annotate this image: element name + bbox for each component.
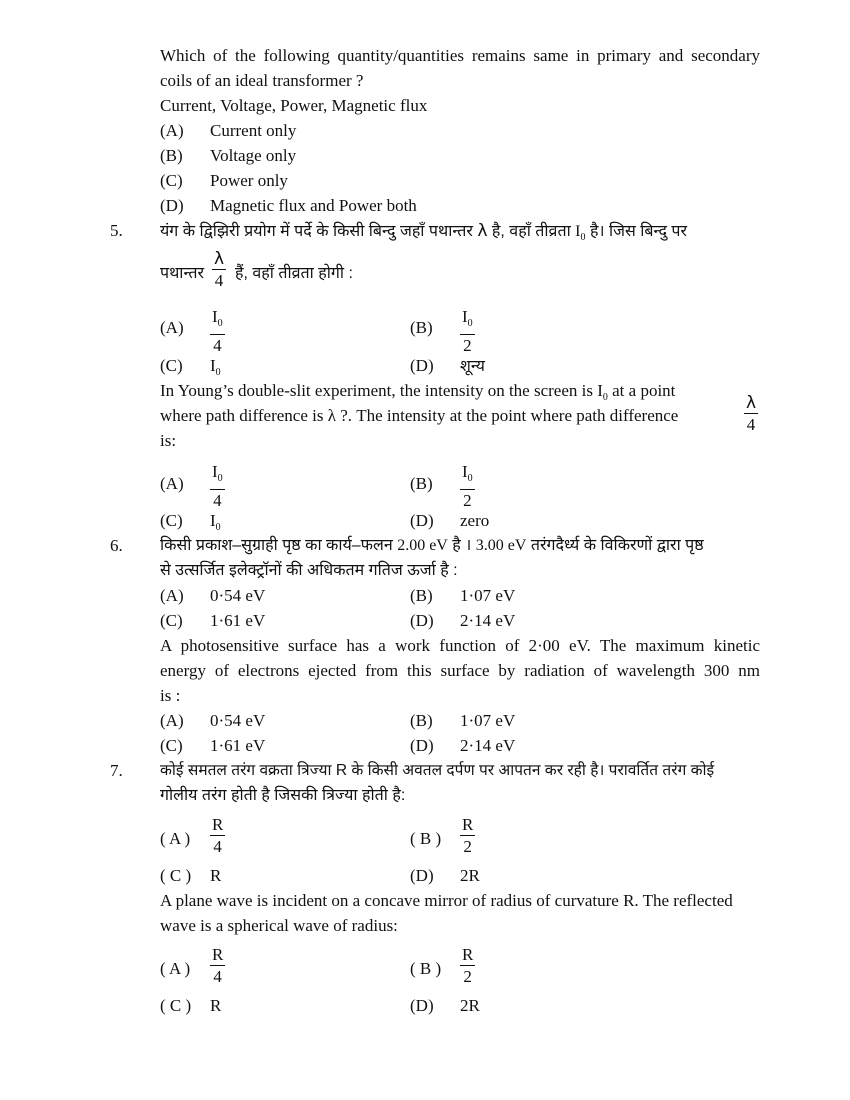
q4-option-c[interactable]: (C) Power only bbox=[160, 171, 288, 190]
q6-number: 6. bbox=[110, 536, 123, 555]
q5-english-line-2: where path difference is λ ?. The intensity at the point where path difference bbox=[160, 406, 679, 425]
q5-hi-option-c[interactable]: (C) $I_0$ bbox=[160, 356, 221, 378]
q7-hi-option-b-fraction: $\frac{R}{2}$ bbox=[462, 815, 474, 856]
q6-hindi-line-1: किसी प्रकाश–सुग्राही पृष्ठ का कार्य–फलन 2.00 eV है । 3.00 eV तरंगदैर्ध्य के विकिरणों द्वारा पृष्ठ bbox=[160, 537, 704, 554]
q6-hi-option-b[interactable]: (B) 1·07 eV bbox=[410, 586, 516, 605]
q5-en-option-d[interactable]: (D) zero bbox=[410, 511, 490, 530]
q7-hindi-line-1: कोई समतल तरंग वक्रता त्रिज्या R के किसी अवतल दर्पण पर आपतन कर रही है। परावर्तित तरंग कोई bbox=[160, 762, 715, 779]
q5-hindi-line-2-a: पथान्तर bbox=[160, 265, 205, 282]
q4-option-b[interactable]: (B) Voltage only bbox=[160, 146, 297, 165]
q7-en-option-d[interactable]: (D) 2R bbox=[410, 996, 480, 1015]
q5-number: 5. bbox=[110, 221, 123, 240]
q5-hi-option-d[interactable]: (D) शून्य bbox=[410, 356, 485, 375]
q7-hi-option-a-label[interactable]: ( A ) bbox=[160, 829, 191, 848]
q4-line-1: Which of the following quantity/quantities remains same in primary and secondary bbox=[160, 46, 760, 65]
q6-english-line-1: A photosensitive surface has a work function of 2·00 eV. The maximum kinetic bbox=[160, 636, 760, 655]
q5-hi-option-a-fraction: $\frac{I_0}{4}$ bbox=[212, 307, 223, 355]
q4-option-a[interactable]: (A) Current only bbox=[160, 121, 297, 140]
q5-english-fraction-lambda-4: $\frac{\lambda}{4}$ bbox=[746, 393, 757, 434]
q7-english-line-1: A plane wave is incident on a concave mirror of radius of curvature R. The reflected bbox=[160, 891, 733, 910]
q6-hi-option-d[interactable]: (D) 2·14 eV bbox=[410, 611, 516, 630]
q7-en-option-b-label[interactable]: ( B ) bbox=[410, 959, 442, 978]
q4-line-2: coils of an ideal transformer ? bbox=[160, 71, 364, 90]
q7-en-option-c[interactable]: ( C ) R bbox=[160, 996, 222, 1015]
q6-en-option-d[interactable]: (D) 2·14 eV bbox=[410, 736, 516, 755]
q7-hi-option-c[interactable]: ( C ) R bbox=[160, 866, 222, 885]
q5-en-option-b-fraction: $\frac{I_0}{2}$ bbox=[462, 462, 473, 510]
q6-en-option-b[interactable]: (B) 1·07 eV bbox=[410, 711, 516, 730]
q7-number: 7. bbox=[110, 761, 123, 780]
q5-hindi-line-1: यंग के द्विझिरी प्रयोग में पर्दे के किसी बिन्दु जहाँ पथान्तर λ है, वहाँ तीव्रता $I_0$ है। जिस बिन्दु पर bbox=[160, 221, 688, 243]
q7-hi-option-d[interactable]: (D) 2R bbox=[410, 866, 480, 885]
q5-english-line-1: In Young’s double-slit experiment, the intensity on the screen is $I_0$ at a point bbox=[160, 381, 676, 403]
q6-hi-option-c[interactable]: (C) 1·61 eV bbox=[160, 611, 266, 630]
q5-hi-option-a-label[interactable]: (A) bbox=[160, 318, 184, 337]
q5-english-line-3: is: bbox=[160, 431, 177, 450]
q5-hi-option-b-label[interactable]: (B) bbox=[410, 318, 433, 337]
q6-en-option-a[interactable]: (A) 0·54 eV bbox=[160, 711, 266, 730]
q6-hindi-line-2: से उत्सर्जित इलेक्ट्रॉनों की अधिकतम गतिज ऊर्जा है : bbox=[160, 562, 458, 579]
q6-hi-option-a[interactable]: (A) 0·54 eV bbox=[160, 586, 266, 605]
q7-hi-option-a-fraction: $\frac{R}{4}$ bbox=[212, 815, 224, 856]
q7-hindi-line-2: गोलीय तरंग होती है जिसकी त्रिज्या होती है: bbox=[160, 787, 406, 804]
q7-english-line-2: wave is a spherical wave of radius: bbox=[160, 916, 398, 935]
q5-en-option-b-label[interactable]: (B) bbox=[410, 474, 433, 493]
q7-en-option-a-label[interactable]: ( A ) bbox=[160, 959, 191, 978]
q4-option-d[interactable]: (D) Magnetic flux and Power both bbox=[160, 196, 417, 215]
q6-en-option-c[interactable]: (C) 1·61 eV bbox=[160, 736, 266, 755]
q5-en-option-a-label[interactable]: (A) bbox=[160, 474, 184, 493]
q5-en-option-c[interactable]: (C) $I_0$ bbox=[160, 511, 221, 533]
q6-english-line-2: energy of electrons ejected from this surface by radiation of wavelength 300 nm bbox=[160, 661, 760, 680]
q5-en-option-a-fraction: $\frac{I_0}{4}$ bbox=[212, 462, 223, 510]
q5-hi-option-b-fraction: $\frac{I_0}{2}$ bbox=[462, 307, 473, 355]
q4-line-3: Current, Voltage, Power, Magnetic flux bbox=[160, 96, 428, 115]
q6-english-line-3: is : bbox=[160, 686, 181, 705]
q5-hindi-line-2-b: हैं, वहाँ तीव्रता होगी : bbox=[235, 265, 353, 282]
q7-en-option-a-fraction: $\frac{R}{4}$ bbox=[212, 945, 224, 986]
q5-hindi-fraction-lambda-4: $\frac{\lambda}{4}$ bbox=[214, 249, 225, 290]
q7-hi-option-b-label[interactable]: ( B ) bbox=[410, 829, 442, 848]
q7-en-option-b-fraction: $\frac{R}{2}$ bbox=[462, 945, 474, 986]
